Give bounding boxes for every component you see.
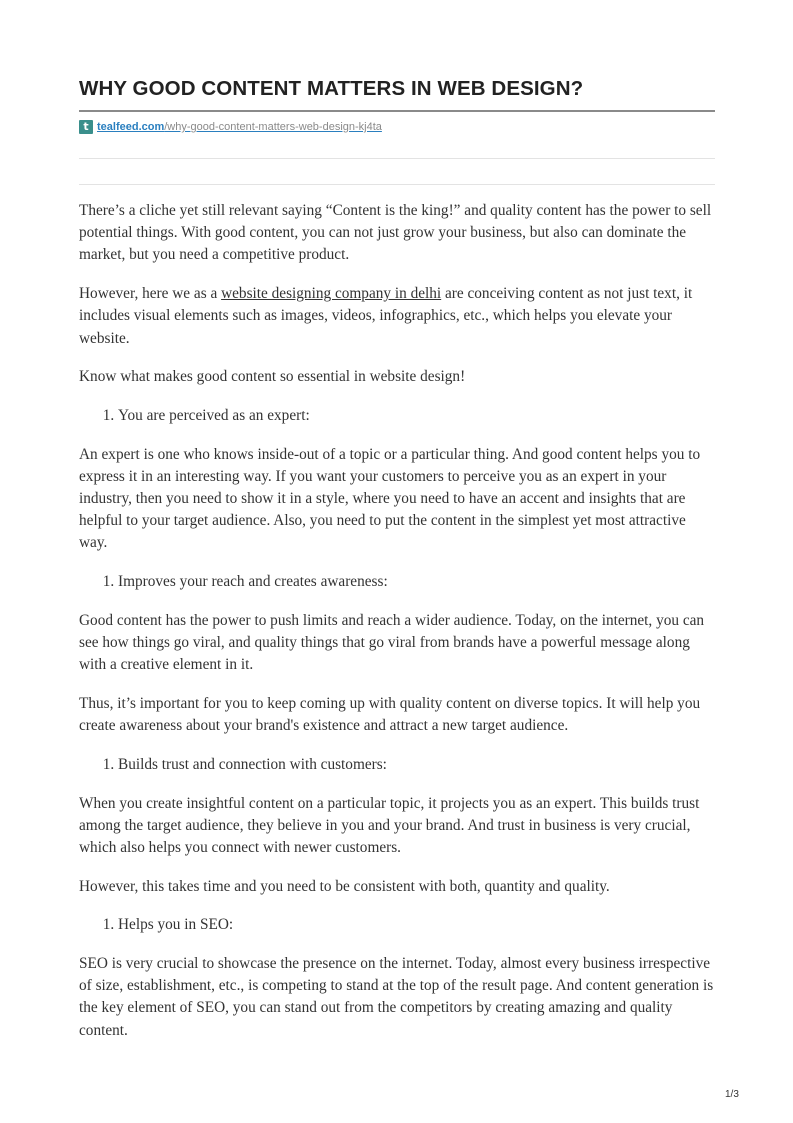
paragraph: However, this takes time and you need to be consistent with both, quantity and quality.: [79, 877, 610, 895]
paragraph-text: are conceiving content as not just text, it includes visual elements such as images, videos, infographics, etc., which helps you elevate your website.: [79, 285, 693, 347]
section-heading: 1. Improves your reach and creates awareness:: [118, 571, 715, 593]
source-domain: tealfeed.com: [97, 121, 165, 133]
paragraph: [79, 283, 715, 350]
paragraph: SEO is very crucial to showcase the presence on the internet. Today, almost every business irrespective of size, establishment, etc., is competing to stand at the top of the result page. And content generation is the key element of SEO, you can stand out from the competitors by creating amazing and quality content.: [79, 955, 714, 1039]
paragraph: When you create insightful content on a particular topic, it projects you as an expert. This builds trust among the target audience, they believe in you and your brand. And trust in business is very crucial, which also helps you connect with newer customers.: [79, 794, 700, 856]
paragraph: Good content has the power to push limits and reach a wider audience. Today, on the internet, you can see how things go viral, and quality things that go viral from brands have a powerful message along with a creative element in it.: [79, 611, 705, 674]
divider: [79, 158, 715, 159]
section-heading: 1. Builds trust and connection with customers:: [118, 754, 715, 776]
website-designing-company-link[interactable]: website designing company in delhi: [221, 285, 442, 303]
page-number: 1/3: [725, 1089, 739, 1100]
numbered-heading-list: [79, 571, 715, 593]
tealfeed-logo-icon: t: [79, 120, 93, 134]
paragraph: Thus, it’s important for you to keep coming up with quality content on diverse topics. It will help you create awareness about your brand's existence and attract a new target audience.: [79, 694, 701, 735]
section-heading: 1. You are perceived as an expert:: [118, 405, 715, 427]
article-body: [79, 200, 715, 1058]
numbered-heading-list: [79, 754, 715, 776]
paragraph: An expert is one who knows inside-out of a topic or a particular thing. And good content helps you to express it in an interesting way. If you want your customers to perceive you as an expert in your industry, then you need to show it in a style, where you need to have an accent and insights that are helpful to your target audience. Also, you need to put the content in the simplest yet most attractive way.: [79, 445, 701, 552]
paragraph: There’s a cliche yet still relevant saying “Content is the king!” and quality content has the power to sell potential things. With good content, you can not just grow your business, but also can dominate the market, but you need a competitive product.: [79, 202, 712, 264]
title-divider: [79, 110, 715, 112]
divider: [79, 184, 715, 185]
paragraph: Know what makes good content so essential in website design!: [79, 368, 466, 386]
paragraph-text: However, here we as a: [79, 285, 222, 303]
numbered-heading-list: [79, 914, 715, 936]
source-path: /why-good-content-matters-web-design-kj4ta: [164, 121, 382, 133]
source-url-link[interactable]: [97, 121, 382, 133]
numbered-heading-list: [79, 405, 715, 427]
source-line: [79, 119, 382, 135]
page-title: WHY GOOD CONTENT MATTERS IN WEB DESIGN?: [79, 77, 584, 100]
section-heading: 1. Helps you in SEO:: [118, 914, 715, 936]
